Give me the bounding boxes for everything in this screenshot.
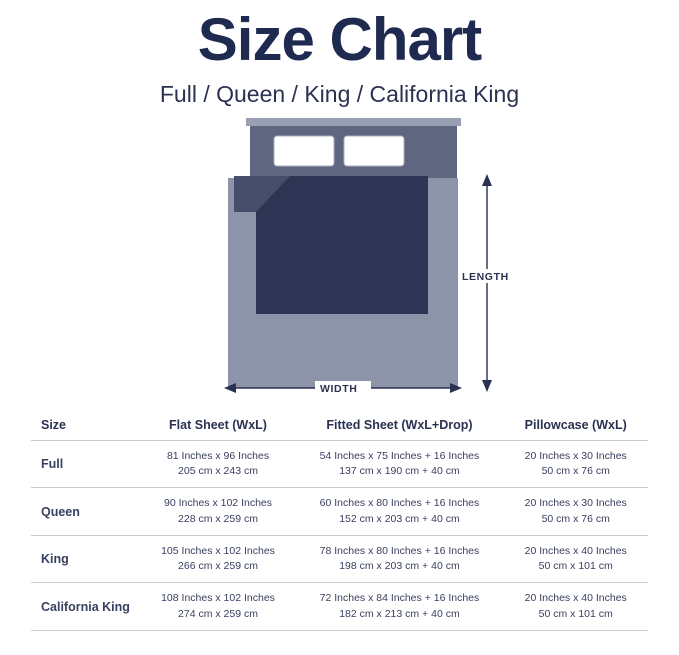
pillowcase-cm: 50 cm x 101 cm: [538, 560, 613, 573]
cell-pillowcase: [503, 441, 648, 488]
length-label: LENGTH: [462, 271, 509, 283]
fitted-sheet-inches: 78 Inches x 80 Inches + 16 Inches: [319, 544, 480, 557]
page-subtitle: Full / Queen / King / California King: [159, 81, 520, 107]
table-row: [31, 488, 648, 535]
cell-flat-sheet: [141, 583, 296, 630]
cell-flat-sheet: [141, 441, 296, 488]
table-row: [31, 535, 648, 582]
flat-sheet-inches: 105 Inches x 102 Inches: [161, 544, 275, 557]
row-size-label: California King: [31, 583, 141, 630]
cell-pillowcase: [503, 488, 648, 535]
row-size-label: King: [31, 535, 141, 582]
flat-sheet-cm: 266 cm x 259 cm: [178, 560, 258, 573]
table-row: [31, 583, 648, 630]
flat-sheet-inches: 90 Inches x 102 Inches: [164, 497, 273, 510]
fitted-sheet-inches: 60 Inches x 80 Inches + 16 Inches: [319, 497, 480, 510]
size-table: [31, 412, 648, 631]
cell-fitted-sheet: [295, 488, 503, 535]
cell-fitted-sheet: [295, 441, 503, 488]
fitted-sheet-inches: 54 Inches x 75 Inches + 16 Inches: [319, 450, 480, 462]
flat-sheet-cm: 205 cm x 243 cm: [178, 465, 258, 478]
fitted-sheet-cm: 152 cm x 203 cm + 40 cm: [339, 512, 460, 525]
size-chart-page: [0, 8, 679, 655]
column-header-pillowcase: Pillowcase (WxL): [503, 412, 648, 441]
headboard-top-icon: [246, 118, 461, 126]
page-title: Size Chart: [197, 6, 482, 73]
pillowcase-inches: 20 Inches x 30 Inches: [524, 450, 627, 462]
cell-flat-sheet: [141, 488, 296, 535]
table-header-row: [31, 412, 648, 441]
table-row: [31, 441, 648, 488]
pillowcase-inches: 20 Inches x 40 Inches: [524, 592, 627, 605]
fitted-sheet-cm: 182 cm x 213 cm + 40 cm: [339, 607, 460, 620]
flat-sheet-cm: 228 cm x 259 cm: [178, 512, 258, 525]
width-label: WIDTH: [320, 383, 358, 395]
row-size-label: Queen: [31, 488, 141, 535]
pillowcase-cm: 50 cm x 76 cm: [541, 512, 610, 525]
pillowcase-inches: 20 Inches x 40 Inches: [524, 544, 627, 557]
fitted-sheet-inches: 72 Inches x 84 Inches + 16 Inches: [319, 592, 480, 605]
fitted-sheet-cm: 198 cm x 203 cm + 40 cm: [339, 560, 460, 573]
row-size-label: Full: [31, 441, 141, 488]
column-header-size: Size: [31, 412, 141, 441]
pillow-right-icon: [344, 136, 404, 166]
cell-pillowcase: [503, 535, 648, 582]
fitted-sheet-cm: 137 cm x 190 cm + 40 cm: [339, 465, 460, 478]
pillow-left-icon: [274, 136, 334, 166]
flat-sheet-cm: 274 cm x 259 cm: [178, 607, 258, 620]
pillowcase-inches: 20 Inches x 30 Inches: [524, 497, 627, 510]
pillowcase-cm: 50 cm x 76 cm: [541, 465, 610, 478]
cell-fitted-sheet: [295, 583, 503, 630]
length-arrow-top: [482, 174, 492, 186]
column-header-flat-sheet: Flat Sheet (WxL): [141, 412, 296, 441]
bed-illustration: [0, 116, 679, 406]
cell-flat-sheet: [141, 535, 296, 582]
column-header-fitted-sheet: Fitted Sheet (WxL+Drop): [295, 412, 503, 441]
flat-sheet-inches: 108 Inches x 102 Inches: [161, 592, 275, 605]
length-arrow-bottom: [482, 380, 492, 392]
cell-pillowcase: [503, 583, 648, 630]
pillowcase-cm: 50 cm x 101 cm: [538, 607, 613, 620]
flat-sheet-inches: 81 Inches x 96 Inches: [166, 450, 270, 462]
cell-fitted-sheet: [295, 535, 503, 582]
